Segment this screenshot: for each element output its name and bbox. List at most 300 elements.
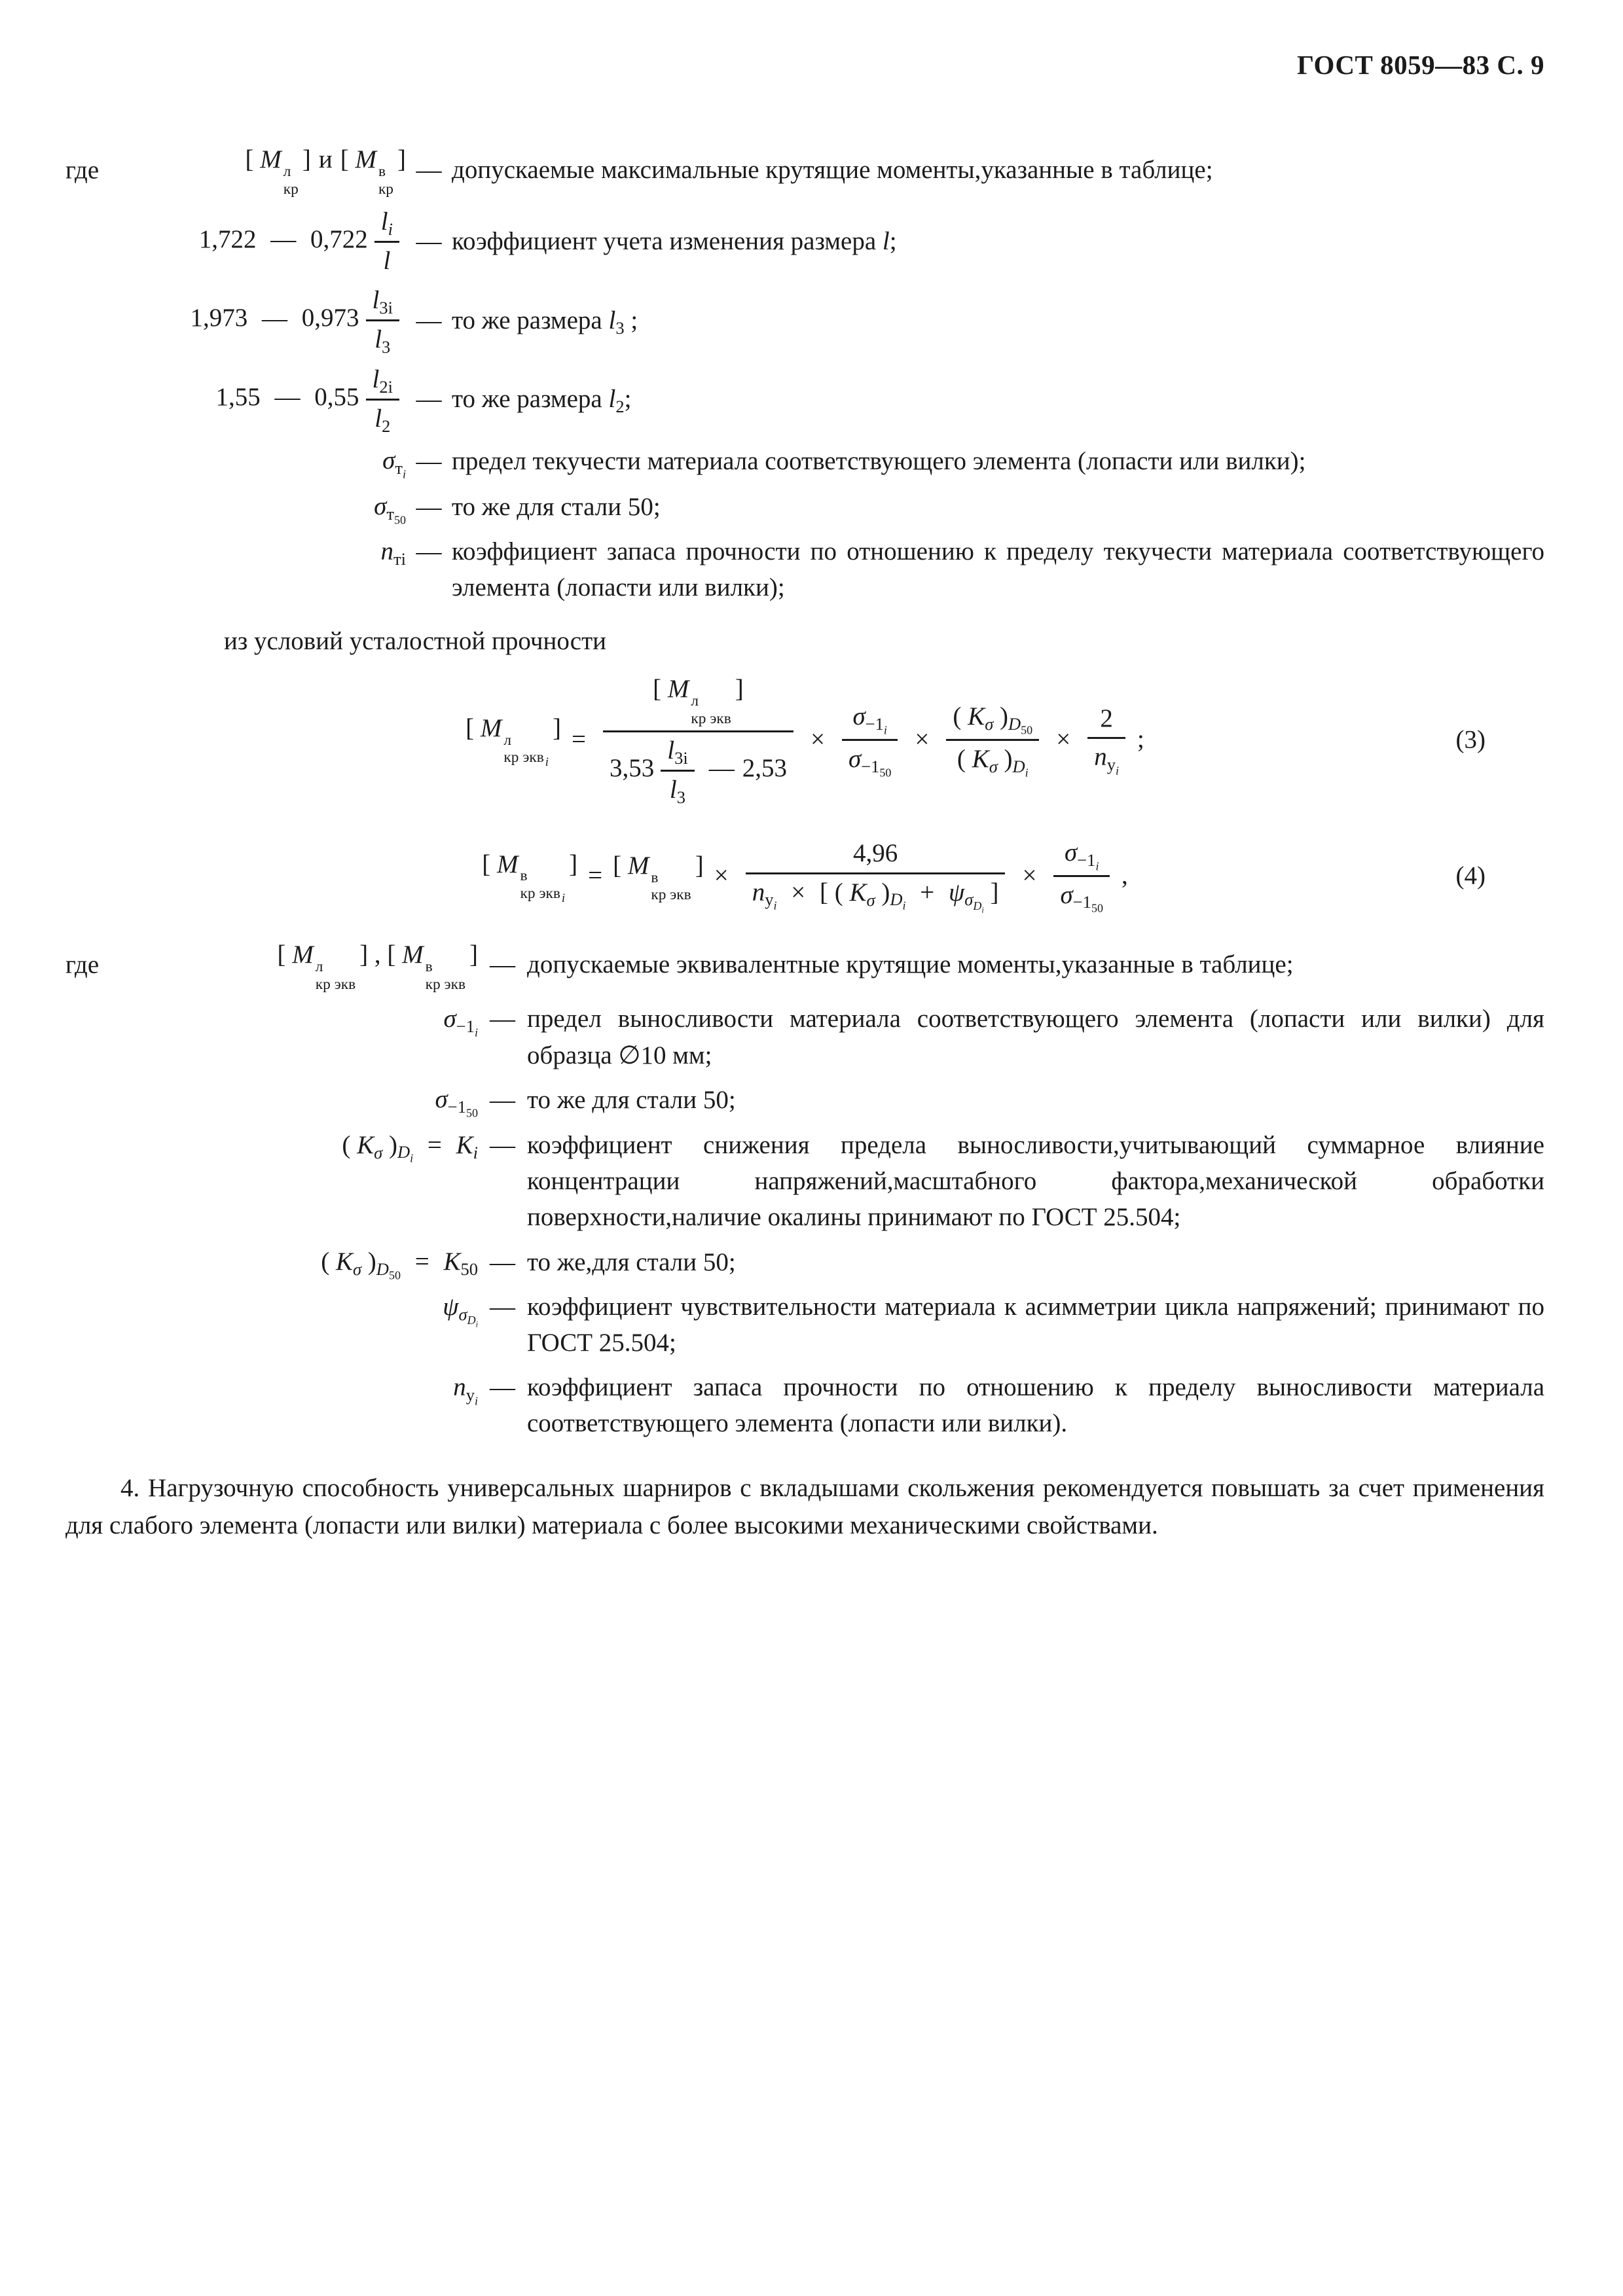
math-var-sigma: σ	[435, 1085, 448, 1114]
math-sub: σ	[374, 1142, 383, 1162]
math-var-M: М	[667, 675, 689, 704]
fraction-numerator	[366, 285, 399, 319]
math-var-M: М	[480, 713, 502, 742]
math-var-n: n	[1094, 743, 1107, 772]
math-var-K: K	[456, 1130, 473, 1159]
math-var-M: М	[402, 940, 424, 969]
definition-term	[65, 206, 406, 278]
math-bracket: [	[482, 850, 491, 878]
math-bracket: ]	[569, 850, 578, 878]
definition-dash: —	[416, 537, 442, 565]
math-sub-text: σ	[964, 889, 974, 910]
definition-description: допускаемые эквивалентные крутящие моменты,указанные в таблице;	[527, 950, 1294, 979]
math-var-l: l	[608, 385, 616, 414]
math-var-psi: ψ	[443, 1292, 459, 1321]
definition-description: то же,для стали 50;	[527, 1247, 736, 1276]
definition-description: коэффициент запаса прочности по отношению к пределу выносливости материала соответствующего элемента (лопасти или вилки).	[527, 1372, 1544, 1438]
math-var-sigma: σ	[1060, 880, 1073, 909]
definition-term	[65, 533, 406, 569]
definition-term	[65, 364, 406, 435]
equation-number: (3)	[1455, 725, 1486, 754]
fraction-l3i-l3	[661, 735, 694, 806]
math-sub-index: i	[402, 467, 406, 481]
math-sub: 2	[382, 416, 391, 436]
definitions-list-1	[65, 141, 1544, 605]
times-sign: ×	[791, 878, 806, 906]
math-sub-index: 50	[393, 512, 406, 526]
math-paren: )	[367, 1247, 376, 1276]
math-sub-text: у	[1106, 755, 1116, 775]
math-paren: )	[881, 878, 890, 906]
equation-3	[65, 673, 1544, 806]
gost-page-ref: ГОСТ 8059—83 С. 9	[1296, 50, 1544, 80]
math-sub	[890, 889, 906, 912]
math-sub-index: 50	[1021, 723, 1033, 737]
math-sub-index: i	[773, 899, 777, 912]
math-paren: )	[1004, 744, 1013, 773]
math-sup: в	[378, 163, 386, 181]
math-sub	[458, 1304, 479, 1329]
math-sub: σ	[989, 756, 998, 776]
punctuation: ;	[1137, 725, 1144, 754]
math-sub: i	[473, 1142, 478, 1162]
fraction-denominator	[746, 872, 1006, 914]
math-sup: л	[315, 958, 323, 975]
equals-sign: =	[414, 1247, 429, 1276]
math-var-M: М	[355, 145, 376, 174]
definition-dash: —	[490, 1130, 515, 1159]
math-paren: (	[834, 878, 843, 906]
math-paren: (	[321, 1247, 330, 1276]
fraction-denominator	[1053, 875, 1109, 914]
math-sub-index: i	[475, 1319, 478, 1329]
math-sub-text: −1	[447, 1097, 466, 1117]
definition-dash: —	[416, 155, 442, 184]
math-bracket: ]	[552, 713, 561, 742]
math-sub	[376, 1259, 401, 1282]
fraction-numerator	[661, 735, 694, 770]
fraction-numerator: 2	[1100, 704, 1113, 732]
math-paren: (	[957, 744, 966, 773]
definition-row-coef-l3	[65, 285, 1544, 356]
math-sub-index: i	[981, 905, 984, 915]
fraction-numerator	[946, 701, 1039, 738]
times-sign: ×	[810, 725, 825, 754]
fatigue-strength-intro: из условий усталостной прочности	[224, 626, 607, 655]
math-sub	[861, 756, 892, 779]
fraction-denominator	[1087, 737, 1125, 776]
math-sub: 2	[615, 397, 625, 417]
math-var-D: D	[890, 889, 903, 910]
page-header	[65, 46, 1544, 84]
math-var-sigma: σ	[848, 744, 862, 773]
description-text: коэффициент учета изменения размера	[452, 227, 877, 256]
fraction-numerator	[366, 364, 399, 399]
description-text: то же размера	[452, 306, 602, 334]
math-var-psi: ψ	[949, 878, 965, 906]
math-var-M: М	[627, 851, 649, 880]
fraction-denominator	[603, 730, 793, 806]
punctuation: ;	[624, 385, 632, 414]
definition-description: то же для стали 50;	[452, 492, 661, 521]
math-sub	[456, 1016, 478, 1039]
definition-row-equiv-moments	[65, 937, 1544, 994]
definitions-list-2	[65, 937, 1544, 1442]
math-bracket: ]	[397, 145, 406, 174]
math-var-n: n	[453, 1372, 466, 1401]
safety-factor-fraction	[1087, 703, 1125, 777]
math-sub	[397, 1142, 414, 1165]
where-word: где	[65, 155, 100, 184]
supsub-stack	[651, 869, 691, 905]
description-text: то же размера	[452, 385, 602, 414]
math-var-l: l	[383, 246, 391, 275]
minus-sign: —	[708, 753, 735, 782]
math-var-sigma: σ	[374, 492, 387, 520]
punctuation: ,	[374, 940, 381, 969]
math-bracket: [	[277, 940, 286, 969]
math-var-M: М	[260, 145, 282, 174]
sigma-ratio-fraction	[1053, 837, 1109, 914]
math-paren: )	[1000, 702, 1009, 731]
fraction-l3i-l3	[366, 285, 399, 356]
definition-term	[65, 442, 406, 480]
fraction-numerator: 4,96	[852, 838, 898, 867]
definition-term	[65, 1289, 478, 1329]
math-var-n: n	[380, 537, 394, 565]
math-sub-index: i	[1025, 765, 1029, 779]
fraction-numerator	[846, 701, 893, 738]
definition-description: коэффициент запаса прочности по отношению к пределу текучести материала соответствующего элемента (лопасти или вилки);	[452, 537, 1544, 602]
math-var-l: l	[667, 736, 675, 764]
math-sub: 3i	[674, 747, 688, 768]
math-sub-text: −1	[456, 1016, 475, 1037]
math-sub-text: −1	[865, 714, 884, 734]
definition-dash: —	[416, 227, 442, 256]
equals-sign: =	[588, 861, 603, 890]
math-bracket: ]	[695, 851, 704, 880]
math-var-sigma: σ	[382, 446, 395, 475]
math-bracket: [	[245, 145, 254, 174]
math-sub: 50	[460, 1259, 478, 1279]
minus-sign: —	[274, 383, 301, 412]
math-sub	[765, 889, 777, 912]
math-var-D: D	[467, 1314, 476, 1327]
definition-row-n-ui	[65, 1369, 1544, 1442]
math-var-M: М	[292, 940, 314, 969]
definition-term	[65, 1244, 478, 1281]
definition-row-max-moments	[65, 141, 1544, 198]
lhs-moment-blade	[465, 710, 561, 770]
math-bracket: [	[340, 145, 349, 174]
definition-row-sigma-t-50	[65, 488, 1544, 526]
definition-row-sigma-m1-50	[65, 1081, 1544, 1119]
math-sub-text: т	[386, 503, 394, 524]
fraction-numerator	[374, 206, 399, 241]
definition-description	[452, 223, 1544, 259]
math-sub-index: 50	[388, 1268, 401, 1282]
math-sub-text: −1	[1077, 850, 1096, 870]
fraction-denominator	[374, 241, 399, 278]
math-var-l: l	[380, 207, 388, 236]
punctuation: ,	[1121, 861, 1128, 890]
supsub-stack	[283, 163, 299, 198]
math-var-K: K	[443, 1247, 461, 1276]
definition-description: то же для стали 50;	[527, 1086, 736, 1115]
equation-4-body	[482, 837, 1127, 914]
definition-description: предел выносливости материала соответствующего элемента (лопасти или вилки) для образца ∅10 мм;	[527, 1005, 1544, 1069]
math-bracket: ]	[359, 940, 369, 969]
fraction-denominator	[946, 739, 1039, 778]
math-number: 2,53	[742, 753, 787, 782]
punctuation: ;	[889, 227, 897, 256]
definition-row-coef-l	[65, 206, 1544, 278]
math-sub: кр экв	[425, 975, 465, 993]
math-sub	[1072, 892, 1103, 915]
math-var-K: K	[972, 744, 989, 773]
minus-sign: —	[270, 225, 297, 254]
definition-term	[65, 141, 406, 198]
math-sup: л	[691, 692, 699, 709]
term-expression	[245, 145, 407, 198]
equation-4	[65, 837, 1544, 914]
math-var-D: D	[1012, 756, 1025, 776]
math-sub-index: i	[474, 1393, 478, 1407]
sigma-ratio-fraction	[842, 701, 898, 778]
math-sub	[865, 714, 887, 737]
math-sub	[466, 1385, 478, 1405]
definition-row-sigma-m1-i	[65, 1001, 1544, 1073]
supsub-stack	[378, 163, 393, 198]
definition-dash: —	[490, 1005, 515, 1033]
math-sub-index: i	[561, 891, 566, 905]
definition-row-k-sigma-d50	[65, 1244, 1544, 1281]
and-word: и	[318, 145, 333, 174]
math-sub	[520, 885, 566, 905]
k-sigma-ratio-fraction	[946, 701, 1039, 778]
fraction-numerator	[646, 673, 750, 730]
math-sub: кр экв	[651, 886, 691, 904]
math-var-D: D	[973, 899, 982, 912]
main-fraction	[603, 673, 793, 806]
math-bracket: [	[613, 851, 622, 880]
times-sign: ×	[714, 861, 729, 890]
definition-dash: —	[490, 950, 515, 979]
math-sub-index: i	[902, 899, 906, 912]
math-sub-index: i	[1115, 764, 1119, 778]
definition-dash: —	[490, 1247, 515, 1276]
equation-number: (4)	[1455, 861, 1486, 890]
definition-term	[65, 1127, 478, 1164]
math-sub	[964, 889, 984, 915]
math-sub-nested	[467, 1314, 478, 1327]
math-paren: (	[342, 1130, 351, 1159]
supsub-stack	[691, 692, 731, 728]
definition-row-sigma-t-i	[65, 442, 1544, 480]
math-sub-text: −1	[861, 756, 880, 776]
definition-row-k-sigma-di	[65, 1127, 1544, 1236]
punctuation: ;	[630, 306, 638, 334]
definition-term	[65, 1001, 478, 1038]
definition-term	[65, 285, 406, 356]
equation-3-body	[465, 673, 1144, 806]
math-sub	[1008, 714, 1033, 737]
math-bracket: ]	[469, 940, 478, 969]
math-var-l: l	[669, 775, 677, 804]
equals-sign: =	[427, 1130, 442, 1159]
math-sub: σ	[985, 714, 994, 734]
math-number: 3,53	[609, 753, 655, 782]
math-sub: кр экв	[315, 975, 356, 993]
fraction-numerator	[1058, 837, 1105, 874]
equals-sign: =	[571, 725, 586, 754]
math-sub-text: у	[765, 889, 774, 910]
math-sub-text: σ	[458, 1304, 467, 1324]
supsub-stack	[316, 958, 356, 994]
math-var-sigma: σ	[443, 1005, 456, 1033]
fraction-li-l	[374, 206, 399, 278]
times-sign: ×	[1022, 861, 1037, 890]
math-number: 0,55	[314, 383, 359, 412]
math-sub-text: у	[465, 1384, 475, 1405]
definition-dash: —	[490, 1086, 515, 1115]
definition-dash: —	[490, 1292, 515, 1321]
math-bracket: ]	[990, 878, 999, 906]
math-sub: кр	[378, 180, 393, 198]
definition-term	[65, 1081, 478, 1119]
definition-term	[65, 937, 478, 994]
math-var-K: K	[968, 702, 985, 731]
math-bracket: ]	[735, 675, 744, 704]
math-bracket: [	[819, 878, 828, 906]
definition-description: допускаемые максимальные крутящие моменты,указанные в таблице;	[452, 155, 1213, 184]
math-sup: л	[503, 731, 512, 749]
math-var-l: l	[372, 286, 380, 315]
math-sub-text: кр экв	[520, 885, 560, 903]
math-sup: в	[651, 869, 659, 886]
math-sub-text: кр экв	[503, 749, 544, 766]
math-sup: в	[425, 958, 433, 975]
math-sub	[1077, 850, 1099, 873]
math-var-K: K	[849, 878, 867, 906]
lhs-moment-fork	[482, 846, 577, 906]
fraction-denominator	[842, 739, 898, 778]
definition-description: предел текучести материала соответствующего элемента (лопасти или вилки);	[452, 447, 1306, 476]
math-var-K: K	[335, 1247, 353, 1276]
math-sub-index: i	[883, 723, 887, 737]
math-var-D: D	[397, 1142, 410, 1162]
math-sub: 3i	[379, 298, 393, 318]
supsub-stack	[426, 958, 465, 994]
math-sub-nested	[973, 899, 984, 915]
math-sub-index: 50	[1091, 901, 1103, 915]
math-sub: 3	[615, 317, 625, 338]
times-sign: ×	[915, 725, 930, 754]
fraction-denominator	[366, 319, 399, 356]
math-var-sigma: σ	[852, 702, 866, 731]
term-expression	[277, 940, 478, 993]
math-sub	[1012, 756, 1029, 779]
definition-row-psi	[65, 1289, 1544, 1361]
math-var-l: l	[882, 227, 890, 256]
math-bracket: ]	[302, 145, 311, 174]
math-sub	[395, 458, 406, 481]
math-paren: (	[953, 702, 962, 731]
math-bracket: [	[387, 940, 396, 969]
math-sub-text: −1	[1072, 892, 1091, 912]
math-sub: σ	[866, 889, 875, 910]
math-sub-index: 50	[465, 1106, 478, 1120]
math-sub-index: i	[545, 755, 549, 770]
math-number: 1,722	[198, 225, 257, 254]
definition-description: коэффициент чувствительности материала к асимметрии цикла напряжений; принимают по ГОСТ 25.504;	[527, 1292, 1544, 1357]
math-sub: тi	[393, 548, 406, 569]
math-sub: кр	[283, 180, 299, 198]
math-var-l: l	[608, 306, 616, 334]
math-var-l: l	[372, 365, 380, 393]
supsub-stack	[520, 867, 566, 905]
math-var-sigma: σ	[1064, 838, 1078, 867]
math-sub	[503, 749, 549, 769]
math-bracket: [	[465, 713, 475, 742]
math-number: 1,973	[190, 304, 248, 332]
math-bracket: [	[653, 675, 662, 704]
math-var-l: l	[374, 404, 382, 433]
minus-sign: —	[262, 304, 288, 332]
math-number: 1,55	[215, 383, 261, 412]
math-number: 0,973	[301, 304, 359, 332]
fraction-l2i-l2	[366, 364, 399, 435]
math-sub	[1106, 755, 1119, 778]
math-paren: )	[388, 1130, 397, 1159]
math-var-n: n	[752, 878, 765, 906]
math-var-K: K	[357, 1130, 374, 1159]
supsub-stack	[503, 732, 549, 770]
definition-dash: —	[490, 1372, 515, 1401]
math-sub: 2i	[379, 376, 393, 397]
math-sub: кр экв	[691, 709, 731, 727]
main-fraction	[746, 838, 1006, 914]
math-var-l: l	[374, 325, 382, 354]
definition-term	[65, 1369, 478, 1407]
math-var-M: М	[497, 850, 519, 878]
math-sub-index: 50	[879, 765, 892, 779]
definition-dash: —	[416, 306, 442, 334]
math-var-D: D	[376, 1259, 389, 1279]
definition-description: коэффициент снижения предела выносливости,учитывающий суммарное влияние концентрации напряжений,масштабного фактора,механической обработки поверхности,наличие окалины принимают по ГОСТ 25.504;	[527, 1130, 1544, 1232]
math-sub-index: i	[1095, 859, 1099, 873]
math-sub: 3	[676, 787, 686, 807]
math-sub	[447, 1097, 478, 1120]
where-word: где	[65, 950, 100, 979]
rhs-moment-fork	[613, 848, 704, 905]
definition-row-n-ti	[65, 533, 1544, 606]
math-sub: i	[388, 219, 393, 239]
math-sub: 3	[382, 337, 391, 357]
definition-description	[452, 302, 1544, 338]
math-var-D: D	[1008, 714, 1021, 734]
fraction-denominator	[366, 399, 399, 435]
closing-paragraph: 4. Нагрузочную способность универсальных шарниров с вкладышами скольжения рекомендуется повышать за счет применения для слабого элемента (лопасти или вилки) материала с более высокими механическими свойствами.	[65, 1474, 1544, 1539]
plus-sign: +	[920, 878, 935, 906]
math-sub-index: i	[410, 1151, 414, 1165]
math-sup: л	[283, 163, 291, 181]
definition-description	[452, 381, 1544, 417]
definition-dash: —	[416, 492, 442, 521]
math-sub: σ	[352, 1259, 362, 1279]
definition-row-coef-l2	[65, 364, 1544, 435]
math-number: 0,722	[310, 225, 368, 254]
